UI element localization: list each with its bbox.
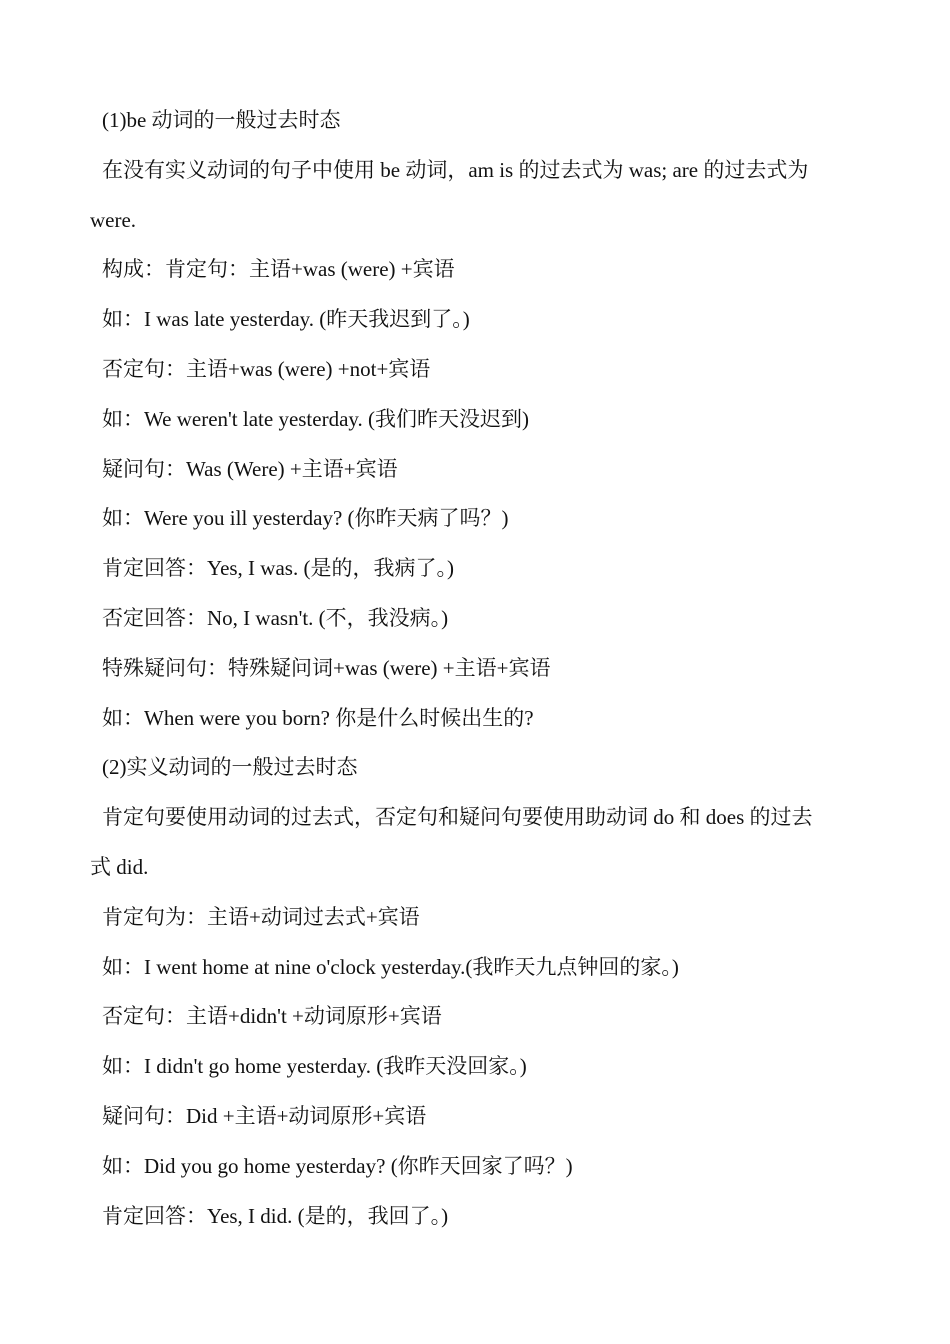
text-line: 肯定回答：Yes, I did. (是的，我回了。)	[102, 1203, 449, 1228]
text-line: 疑问句：Was (Were) +主语+宾语	[102, 456, 398, 481]
text-line: 否定回答：No, I wasn't. (不，我没病。)	[102, 605, 449, 630]
example-line: 如：We weren't late yesterday. (我们昨天没迟到)	[102, 406, 530, 431]
section-heading-be-verb: (1)be 动词的一般过去时态	[102, 108, 341, 132]
text-line: 肯定句为：主语+动词过去式+宾语	[102, 904, 420, 929]
example-line: 如：I was late yesterday. (昨天我迟到了。)	[102, 307, 470, 332]
example-line: 如：I didn't go home yesterday. (我昨天没回家。)	[102, 1054, 527, 1079]
text-line: 肯定句要使用动词的过去式，否定句和疑问句要使用助动词 do 和 does 的过去	[102, 805, 813, 830]
text-line: 否定句：主语+was (were) +not+宾语	[102, 356, 431, 381]
text-line: were.	[90, 207, 137, 232]
example-line: 如：Did you go home yesterday? (你昨天回家了吗？)	[102, 1153, 573, 1178]
example-line: 如：When were you born? 你是什么时候出生的?	[102, 705, 534, 730]
text-line: 否定句：主语+didn't +动词原形+宾语	[102, 1004, 442, 1029]
text-line: 疑问句：Did +主语+动词原形+宾语	[102, 1103, 427, 1128]
text-line: 在没有实义动词的句子中使用 be 动词，am is 的过去式为 was; are 的过去式为	[102, 157, 809, 182]
example-line: 如：I went home at nine o'clock yesterday.(我昨天九点钟回的家。)	[102, 954, 679, 979]
text-line: 特殊疑问句：特殊疑问词+was (were) +主语+宾语	[102, 655, 551, 680]
text-line: 式 did.	[90, 854, 149, 879]
document-body	[90, 96, 870, 1241]
section-heading-notional-verb: (2)实义动词的一般过去时态	[102, 755, 358, 780]
example-line: 如：Were you ill yesterday? (你昨天病了吗？)	[102, 506, 509, 531]
text-line: 构成：肯定句：主语+was (were) +宾语	[102, 257, 455, 282]
text-line: 肯定回答：Yes, I was. (是的，我病了。)	[102, 556, 454, 581]
